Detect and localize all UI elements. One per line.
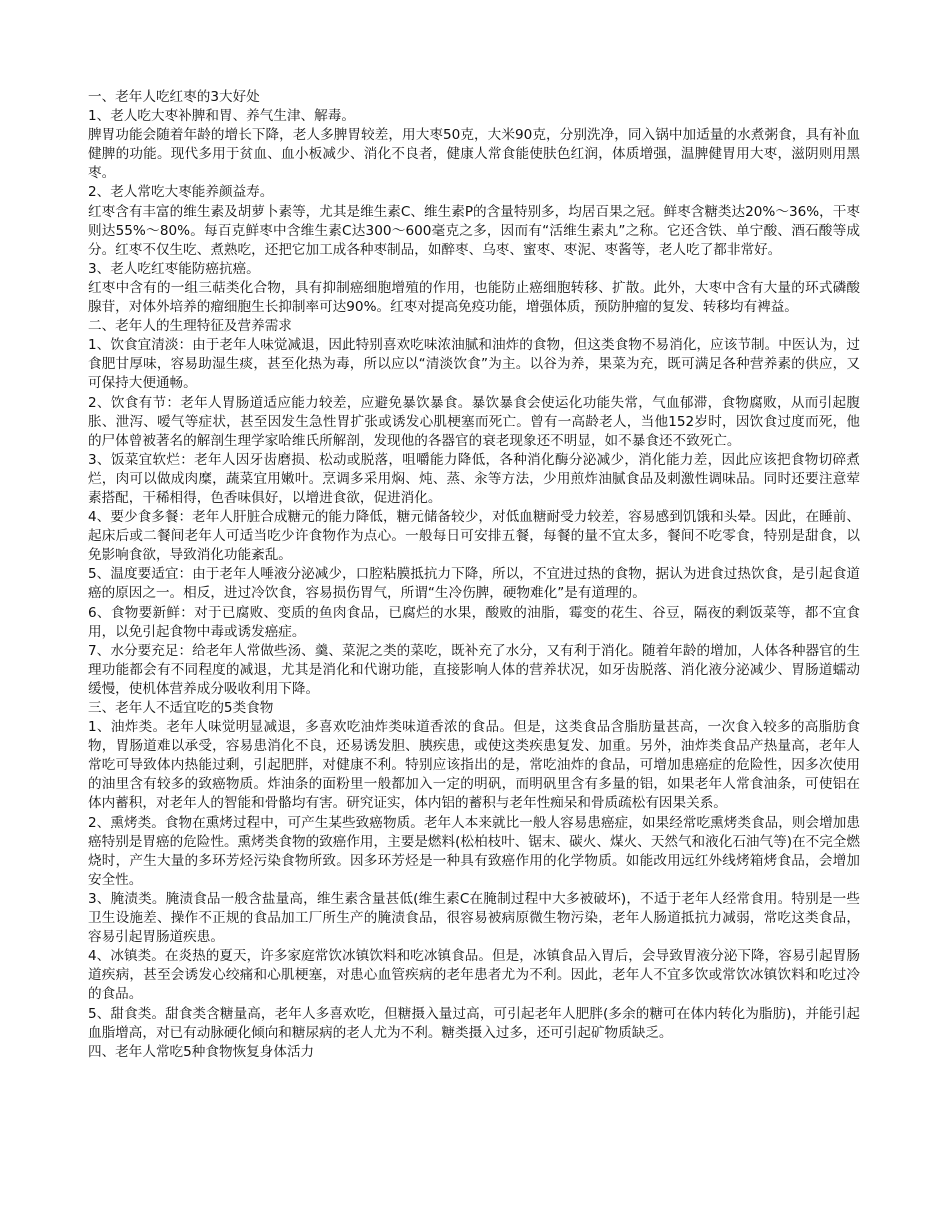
body-paragraph: 6、食物要新鲜：对于已腐败、变质的鱼肉食品，已腐烂的水果，酸败的油脂，霉变的花生、谷豆，隔夜的剩饭菜等，都不宜食用，以免引起食物中毒或诱发癌症。 (88, 604, 860, 640)
body-paragraph: 脾胃功能会随着年龄的增长下降，老人多脾胃较差，用大枣50克，大米90克，分别洗净，同入锅中加适量的水煮粥食，具有补血健脾的功能。现代多用于贫血、血小板减少、消化不良者，健康人常食能使肤色红润，体质增强，温脾健胃用大枣，滋阴则用黑枣。 (88, 127, 860, 182)
section-heading: 四、老年人常吃5种食物恢复身体活力 (88, 1043, 315, 1060)
body-paragraph: 5、甜食类。甜食类含糖量高，老年人多喜欢吃，但糖摄入量过高，可引起老年人肥胖(多余的糖可在体内转化为脂肪)，并能引起血脂增高，对已有动脉硬化倾向和糖尿病的老人尤为不利。糖类摄入过多，还可引起矿物质缺乏。 (88, 1005, 860, 1041)
subheading: 3、老人吃红枣能防癌抗癌。 (88, 260, 260, 277)
body-paragraph: 4、冰镇类。在炎热的夏天，许多家庭常饮冰镇饮料和吃冰镇食品。但是，冰镇食品入胃后，会导致胃液分泌下降，容易引起胃肠道疾病，甚至会诱发心绞痛和心肌梗塞，对患心血管疾病的老年患者尤为不利。因此，老年人不宜多饮或常饮冰镇饮料和吃过冷的食品。 (88, 948, 860, 1003)
body-paragraph: 1、饮食宜清淡：由于老年人味觉减退，因此特别喜欢吃味浓油腻和油炸的食物，但这类食物不易消化，应该节制。中医认为，过食肥甘厚味，容易助湿生痰，甚至化热为毒，所以应以“清淡饮食”为主。以谷为养，果菜为充，既可满足各种营养素的供应，又可保持大便通畅。 (88, 337, 860, 392)
document-page (88, 88, 860, 1062)
subheading: 2、老人常吃大枣能养颜益寿。 (88, 184, 274, 201)
body-paragraph: 红枣含有丰富的维生素及胡萝卜素等，尤其是维生素C、维生素P的含量特别多，均居百果之冠。鲜枣含糖类达20%～36%，干枣则达55%～80%。每百克鲜枣中含维生素C达300～600毫克之多，因而有“活维生素丸”之称。它还含铁、单宁酸、酒石酸等成分。红枣不仅生吃、煮熟吃，还把它加工成各种枣制品，如醉枣、乌枣、蜜枣、枣泥、枣酱等，老人吃了都非常好。 (88, 203, 860, 258)
body-paragraph: 7、水分要充足：给老年人常做些汤、羹、菜泥之类的菜吃，既补充了水分，又有利于消化。随着年龄的增加，人体各种器官的生理功能都会有不同程度的减退，尤其是消化和代谢功能，直接影响人体的营养状况，如牙齿脱落、消化液分泌减少、胃肠道蠕动缓慢，使机体营养成分吸收利用下降。 (88, 642, 860, 697)
section-heading: 一、老年人吃红枣的3大好处 (88, 89, 260, 105)
body-paragraph: 4、要少食多餐：老年人肝脏合成糖元的能力降低，糖元储备较少，对低血糖耐受力较差，容易感到饥饿和头晕。因此，在睡前、起床后或二餐间老年人可适当吃少许食物作为点心。一般每日可安排五餐，每餐的量不宜太多，餐间不吃零食，特别是甜食，以免影响食欲，导致消化功能紊乱。 (88, 509, 860, 564)
body-paragraph: 红枣中含有的一组三萜类化合物，具有抑制癌细胞增殖的作用，也能防止癌细胞转移、扩散。此外，大枣中含有大量的环式磷酸腺苷，对体外培养的瘤细胞生长抑制率可达90%。红枣对提高免疫功能，增强体质，预防肿瘤的复发、转移均有裨益。 (88, 279, 860, 316)
section-heading: 三、老年人不适宜吃的5类食物 (88, 700, 274, 716)
body-paragraph: 5、温度要适宜：由于老年人唾液分泌减少，口腔粘膜抵抗力下降，所以，不宜进过热的食物，据认为进食过热饮食，是引起食道癌的原因之一。相反，进过冷饮食，容易损伤胃气，所谓“生冷伤脾，硬物难化”是有道理的。 (88, 566, 860, 602)
body-paragraph: 2、熏烤类。食物在熏烤过程中，可产生某些致癌物质。老年人本来就比一般人容易患癌症，如果经常吃熏烤类食品，则会增加患癌特别是胃癌的危险性。熏烤类食物的致癌作用，主要是燃料(松柏枝叶、锯末、碳火、煤火、天然气和液化石油气等)在不完全燃烧时，产生大量的多环芳烃污染食物所致。因多环芳烃是一种具有致癌作用的化学物质。如能改用远红外线烤箱烤食品，会增加安全性。 (88, 814, 860, 888)
subheading: 1、老人吃大枣补脾和胃、养气生津、解毒。 (88, 108, 355, 125)
body-paragraph: 3、腌渍类。腌渍食品一般含盐量高，维生素含量甚低(维生素C在腌制过程中大多被破坏)，不适于老年人经常食用。特别是一些卫生设施差、操作不正规的食品加工厂所生产的腌渍食品，很容易被病原微生物污染，老年人肠道抵抗力减弱，常吃这类食品，容易引起胃肠道疾患。 (88, 890, 860, 946)
body-paragraph: 3、饭菜宜软烂：老年人因牙齿磨损、松动或脱落，咀嚼能力降低，各种消化酶分泌减少，消化能力差，因此应该把食物切碎煮烂，肉可以做成肉糜，蔬菜宜用嫩叶。烹调多采用焖、炖、蒸、汆等方法，少用煎炸油腻食品及刺激性调味品。同时还要注意荤素搭配，干稀相得，色香味俱好，以增进食欲，促进消化。 (88, 451, 860, 506)
section-heading: 二、老年人的生理特征及营养需求 (88, 318, 292, 335)
body-paragraph: 2、饮食有节：老年人胃肠道适应能力较差，应避免暴饮暴食。暴饮暴食会使运化功能失常，气血郁滞，食物腐败，从而引起腹胀、泄泻、嗳气等症状，甚至因发生急性胃扩张或诱发心肌梗塞而死亡。曾有一高龄老人，当他152岁时，因饮食过度而死，他的尸体曾被著名的解剖生理学家哈维氏所解剖，发现他的各器官的衰老现象还不明显，如不暴食还不致死亡。 (88, 394, 860, 449)
body-paragraph: 1、油炸类。老年人味觉明显减退，多喜欢吃油炸类味道香浓的食品。但是，这类食品含脂肪量甚高，一次食入较多的高脂肪食物，胃肠道难以承受，容易患消化不良，还易诱发胆、胰疾患，或使这类疾患复发、加重。另外，油炸类食品产热量高，老年人常吃可导致体内热能过剩，引起肥胖，对健康不利。特别应该指出的是，常吃油炸的食品，可增加患癌症的危险性，因多次使用的油里含有较多的致癌物质。炸油条的面粉里一般都加入一定的明矾，而明矾里含有多量的铝，如果老年人常食油条，可使铝在体内蓄积，对老年人的智能和骨骼均有害。研究证实，体内铝的蓄积与老年性痴呆和骨质疏松有因果关系。 (88, 719, 860, 812)
